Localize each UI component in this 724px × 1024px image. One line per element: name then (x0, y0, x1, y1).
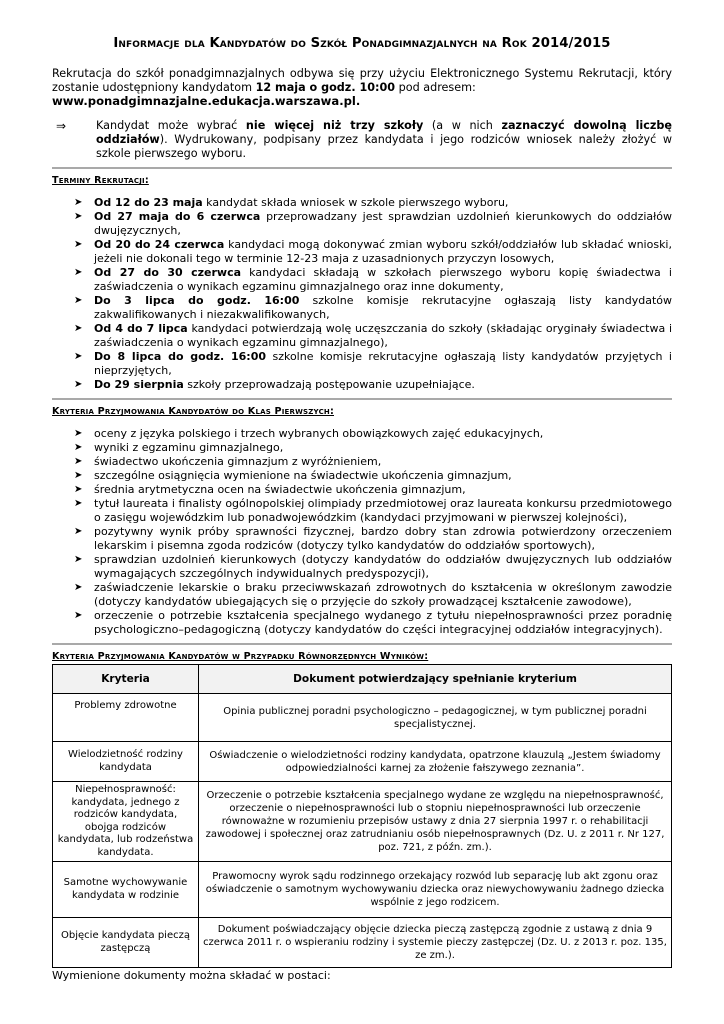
table-row (53, 782, 672, 862)
list-item: ➤ Do 3 lipca do godz. 16:00 szkolne komisje rekrutacyjne ogłaszają listy kandydatów zakwalifikowanych i niezakwalifikowanych, (74, 294, 672, 322)
arrowhead-bullet-icon: ➤ (74, 239, 83, 251)
table-row (53, 862, 672, 918)
list-item: ➤ zaświadczenie lekarskie o braku przeciwwskazań zdrowotnych do kształcenia w określonym zawodzie (dotyczy kandydatów ubiegających się o przyjęcie do szkoły prowadzącej kształcenie zawodowe), (74, 581, 672, 609)
arrowhead-bullet-icon: ➤ (74, 498, 83, 510)
arrowhead-bullet-icon: ➤ (74, 267, 83, 279)
list-item: ➤ Od 20 do 24 czerwca kandydaci mogą dokonywać zmian wyboru szkół/oddziałów lub składać wnioski, jeżeli nie dokonali tego w terminie 12-23 maja z uzasadnionych przyczyn losowych, (74, 238, 672, 266)
document-cell: Dokument poświadczający objęcie dziecka pieczą zastępczą zgodnie z ustawą z dnia 9 czerwca 2011 r. o wspieraniu rodziny i systemie pieczy zastępczej (Dz. U. z 2013 r. poz. 135, ze zm.). (199, 918, 672, 968)
table-header-row (53, 665, 672, 694)
list-item: ➤ Od 4 do 7 lipca kandydaci potwierdzają wolę uczęszczania do szkoły (składając oryginały świadectwa i zaświadczenia o wynikach egzaminu gimnazjalnego), (74, 322, 673, 350)
criteria-heading: Kryteria Przyjmowania Kandydatów do Klas Pierwszych: (52, 406, 334, 418)
column-header-criteria: Kryteria (53, 665, 199, 694)
document-cell: Orzeczenie o potrzebie kształcenia specjalnego wydane ze względu na niepełnosprawność, orzeczenie o niepełnosprawności lub o stopniu niepełnosprawności lub orzeczenie równoważne w rozumieniu przepisów ustawy z dnia 27 sierpnia 1997 r. o rehabilitacji zawodowej i społecznej oraz zatrudnianiu osób niepełnosprawnych (Dz. U. z 2011 r. Nr 127, poz. 721, z późn. zm.). (199, 782, 672, 862)
arrowhead-bullet-icon: ➤ (74, 484, 83, 496)
arrowhead-bullet-icon: ➤ (74, 610, 83, 622)
choice-note-text: Kandydat może wybrać nie więcej niż trzy szkoły (a w nich zaznaczyć dowolną liczbę oddziałów). Wydrukowany, podpisany przez kandydata i jego rodziców wniosek należy złożyć w szkole pierwszego wyboru. (96, 119, 672, 161)
criterion-cell: Objęcie kandydata pieczą zastępczą (53, 918, 199, 968)
list-item: ➤ wyniki z egzaminu gimnazjalnego, (74, 441, 284, 455)
section-divider (52, 398, 672, 400)
list-item: ➤ Od 27 do 30 czerwca kandydaci składają w szkołach pierwszego wyboru kopię świadectwa i zaświadczenia o wynikach egzaminu gimnazjalnego oraz inne dokumenty, (74, 266, 672, 294)
criterion-cell: Samotne wychowywanie kandydata w rodzinie (53, 862, 199, 918)
document-cell: Prawomocny wyrok sądu rodzinnego orzekający rozwód lub separację lub akt zgonu oraz oświadczenie o samotnym wychowywaniu dziecka oraz niewychowywaniu żadnego dziecka wspólnie z jego rodzicem. (199, 862, 672, 918)
list-item: ➤ oceny z języka polskiego i trzech wybranych obowiązkowych zajęć edukacyjnych, (74, 427, 544, 441)
criterion-cell: Niepełnosprawność: kandydata, jednego z rodziców kandydata, obojga rodziców kandydata, lub rodzeństwa kandydata. (53, 782, 199, 862)
criteria-table (52, 664, 672, 968)
list-item: ➤ średnia arytmetyczna ocen na świadectwie ukończenia gimnazjum, (74, 483, 466, 497)
arrowhead-bullet-icon: ➤ (74, 554, 83, 566)
table-row (53, 694, 672, 742)
document-cell: Opinia publicznej poradni psychologiczno – pedagogicznej, w tym publicznej poradni specjalistycznej. (199, 694, 672, 742)
list-item: ➤ szczególne osiągnięcia wymienione na świadectwie ukończenia gimnazjum, (74, 469, 512, 483)
list-item: ➤ Do 29 sierpnia szkoły przeprowadzają postępowanie uzupełniające. (74, 378, 475, 392)
arrowhead-bullet-icon: ➤ (74, 351, 83, 363)
list-item: ➤ pozytywny wynik próby sprawności fizycznej, bardzo dobry stan zdrowia potwierdzony orzeczeniem lekarskim i pisemna zgoda rodziców (dotyczy tylko kandydatów do oddziałów sportowych), (74, 525, 672, 553)
list-item: ➤ świadectwo ukończenia gimnazjum z wyróżnieniem, (74, 455, 382, 469)
intro-text: Rekrutacja do szkół ponadgimnazjalnych odbywa się przy użyciu Elektronicznego Systemu Rekrutacji, który zostanie udostępniony kandydatom (52, 67, 672, 94)
arrowhead-bullet-icon: ➤ (74, 197, 83, 209)
arrowhead-bullet-icon: ➤ (74, 470, 83, 482)
list-item: ➤ sprawdzian uzdolnień kierunkowych (dotyczy kandydatów do oddziałów dwujęzycznych lub oddziałów wymagających szczególnych indywidualnych predyspozycji), (74, 553, 672, 581)
arrow-right-icon: ⇒ (56, 119, 67, 134)
list-item: ➤ Od 27 maja do 6 czerwca przeprowadzany jest sprawdzian uzdolnień kierunkowych do oddziałów dwujęzycznych, (74, 210, 672, 238)
arrowhead-bullet-icon: ➤ (74, 211, 83, 223)
arrowhead-bullet-icon: ➤ (74, 526, 83, 538)
intro-date: 12 maja o godz. 10:00 (255, 80, 396, 94)
table-row (53, 742, 672, 782)
section-divider (52, 643, 672, 645)
arrowhead-bullet-icon: ➤ (74, 428, 83, 440)
arrowhead-bullet-icon: ➤ (74, 379, 83, 391)
criterion-cell: Wielodzietność rodziny kandydata (53, 742, 199, 782)
document-cell: Oświadczenie o wielodzietności rodziny kandydata, opatrzone klauzulą „Jestem świadomy odpowiedzialności karnej za złożenie fałszywego zeznania”. (199, 742, 672, 782)
footer-text: Wymienione dokumenty można składać w postaci: (52, 969, 331, 983)
list-item: ➤ orzeczenie o potrzebie kształcenia specjalnego wydanego z tytułu niepełnosprawności przez poradnię psychologiczno–pedagogiczną (dotyczy kandydatów do części integracyjnej oddziałów integracyjnych). (74, 609, 672, 637)
equal-results-heading: Kryteria Przyjmowania Kandydatów w Przypadku Równorzędnych Wyników: (52, 651, 429, 663)
list-item: ➤ Od 12 do 23 maja kandydat składa wniosek w szkole pierwszego wyboru, (74, 196, 509, 210)
section-divider (52, 167, 672, 169)
choice-note (56, 119, 672, 161)
criterion-cell: Problemy zdrowotne (53, 694, 199, 742)
list-item: ➤ tytuł laureata i finalisty ogólnopolskiej olimpiady przedmiotowej oraz laureata konkursu przedmiotowego o zasięgu wojewódzkim lub ponadwojewódzkim (kandydaci przyjmowani w pierwszej kolejności), (74, 497, 672, 525)
recruitment-url[interactable]: www.ponadgimnazjalne.edukacja.warszawa.pl. (52, 94, 361, 109)
terms-heading: Terminy Rekrutacji: (52, 175, 149, 187)
list-item: ➤ Do 8 lipca do godz. 16:00 szkolne komisje rekrutacyjne ogłaszają listy kandydatów przyjętych i nieprzyjętych, (74, 350, 672, 378)
intro-paragraph (52, 67, 672, 94)
arrowhead-bullet-icon: ➤ (74, 582, 83, 594)
terms-list (74, 196, 672, 392)
arrowhead-bullet-icon: ➤ (74, 323, 83, 335)
arrowhead-bullet-icon: ➤ (74, 295, 83, 307)
page-title: Informacje dla Kandydatów do Szkół Ponadgimnazjalnych na Rok 2014/2015 (113, 36, 611, 51)
column-header-document: Dokument potwierdzający spełnianie kryterium (199, 665, 672, 694)
criteria-list (74, 427, 672, 637)
intro-text-end: pod adresem: (395, 80, 476, 94)
arrowhead-bullet-icon: ➤ (74, 442, 83, 454)
table-row (53, 918, 672, 968)
arrowhead-bullet-icon: ➤ (74, 456, 83, 468)
